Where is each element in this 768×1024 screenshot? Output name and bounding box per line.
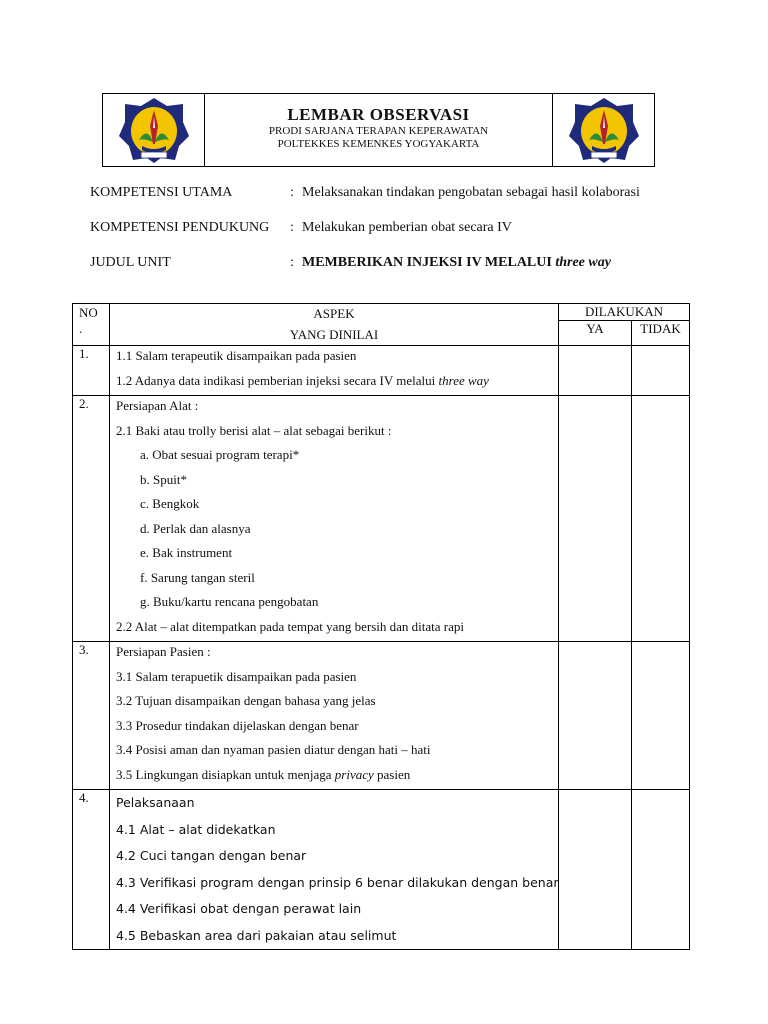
aspek-item-text: f. Sarung tangan steril (140, 569, 255, 585)
aspek-item-text: c. Bengkok (140, 496, 200, 511)
row-aspek (110, 396, 559, 642)
aspek-item-text: 4.1 Alat – alat didekatkan (116, 821, 276, 837)
aspek-item-text: 3.3 Prosedur tindakan dijelaskan dengan benar (116, 717, 359, 733)
row-aspek (110, 642, 559, 790)
observation-table (72, 303, 690, 950)
document-subtitle-prodi: PRODI SARJANA TERAPAN KEPERAWATAN (268, 125, 489, 137)
aspek-item (110, 617, 558, 642)
row-number: 3. (73, 642, 110, 790)
poltekkes-logo (117, 96, 191, 164)
aspek-item-text: Persiapan Alat : (116, 398, 199, 413)
header-ya: YA (559, 321, 632, 346)
row-number: 2. (73, 396, 110, 642)
aspek-item (110, 843, 558, 870)
header-tidak: TIDAK (632, 321, 690, 346)
aspek-item-text: 1.1 Salam terapeutik disampaikan pada pasien (116, 348, 357, 363)
aspek-item (110, 396, 558, 421)
document-title: LEMBAR OBSERVASI (287, 105, 470, 124)
info-value: Melakukan pemberian obat secara IV (302, 220, 512, 235)
aspek-item-text: a. Obat sesuai program terapi* (140, 447, 300, 462)
tidak-checkbox-cell[interactable] (632, 396, 690, 642)
aspek-item (110, 592, 558, 617)
aspek-item-text: e. Bak instrument (140, 545, 233, 560)
tidak-checkbox-cell[interactable] (632, 642, 690, 790)
header-aspek (110, 304, 559, 346)
header-no (73, 304, 110, 346)
aspek-item (110, 740, 558, 765)
aspek-item (110, 817, 558, 844)
tidak-checkbox-cell[interactable] (632, 346, 690, 396)
ya-checkbox-cell[interactable] (559, 642, 632, 790)
aspek-item (110, 923, 558, 950)
aspek-item (110, 765, 558, 790)
aspek-item-text: g. Buku/kartu rencana pengobatan (140, 594, 319, 609)
logo-left-cell (103, 94, 205, 166)
aspek-item-text: 2.1 Baki atau trolly berisi alat – alat sebagai berikut : (116, 422, 392, 438)
row-number: 4. (73, 790, 110, 950)
aspek-item-text: 3.5 Lingkungan disiapkan untuk menjaga (116, 766, 335, 782)
aspek-item (110, 716, 558, 741)
table-header-row (73, 304, 690, 321)
aspek-item-text: 3.2 Tujuan disampaikan dengan bahasa yang jelas (116, 693, 376, 708)
judul-unit-italic: three way (555, 255, 611, 270)
table-row (73, 642, 690, 790)
table-row (73, 790, 690, 950)
aspek-item-text: 4.5 Bebaskan area dari pakaian atau selimut (116, 927, 397, 943)
header-title-cell (205, 94, 552, 166)
aspek-item (110, 667, 558, 692)
header-aspek-line1: ASPEK (313, 306, 355, 321)
aspek-item-text: 4.2 Cuci tangan dengan benar (116, 848, 307, 863)
info-label: JUDUL UNIT (90, 255, 171, 270)
aspek-item (110, 519, 558, 544)
row-number: 1. (73, 346, 110, 396)
document-header (102, 93, 655, 167)
aspek-item-text: 1.2 Adanya data indikasi pemberian injeksi secara IV melalui (116, 372, 439, 388)
aspek-item-text: 3.4 Posisi aman dan nyaman pasien diatur dengan hati – hati (116, 742, 431, 757)
poltekkes-logo (567, 96, 641, 164)
tidak-checkbox-cell[interactable] (632, 790, 690, 950)
aspek-item (110, 896, 558, 923)
aspek-item-text: 4.3 Verifikasi program dengan prinsip 6 benar dilakukan dengan benar (116, 874, 559, 890)
aspek-item-after: pasien (373, 766, 411, 782)
ya-checkbox-cell[interactable] (559, 790, 632, 950)
aspek-item-text: 4.4 Verifikasi obat dengan perawat lain (116, 901, 362, 916)
info-label: KOMPETENSI UTAMA (90, 185, 233, 200)
aspek-item-italic: three way (438, 372, 489, 388)
aspek-item (110, 568, 558, 593)
aspek-item (110, 870, 558, 897)
table-row (73, 396, 690, 642)
header-dilakukan: DILAKUKAN (559, 304, 690, 321)
info-colon: : (290, 255, 294, 270)
judul-unit-text: MEMBERIKAN INJEKSI IV MELALUI (302, 255, 556, 270)
table-row (73, 346, 690, 396)
aspek-item (110, 543, 558, 568)
aspek-item (110, 642, 558, 667)
aspek-item (110, 790, 558, 817)
info-colon: : (290, 185, 294, 200)
header-no-label: NO (79, 305, 98, 320)
ya-checkbox-cell[interactable] (559, 396, 632, 642)
aspek-item-text: d. Perlak dan alasnya (140, 520, 251, 536)
aspek-item (110, 691, 558, 716)
aspek-item (110, 346, 558, 371)
row-aspek (110, 346, 559, 396)
ya-checkbox-cell[interactable] (559, 346, 632, 396)
aspek-item (110, 445, 558, 470)
aspek-item (110, 470, 558, 495)
info-label: KOMPETENSI PENDUKUNG (90, 220, 270, 235)
info-colon: : (290, 220, 294, 235)
aspek-item (110, 494, 558, 519)
document-subtitle-institution: POLTEKKES KEMENKES YOGYAKARTA (277, 138, 480, 150)
info-value: Melaksanakan tindakan pengobatan sebagai hasil kolaborasi (302, 185, 640, 200)
aspek-item (110, 421, 558, 446)
row-aspek (110, 790, 559, 950)
aspek-item-text: 2.2 Alat – alat ditempatkan pada tempat yang bersih dan ditata rapi (116, 618, 464, 634)
logo-right-cell (552, 94, 654, 166)
aspek-item-text: Persiapan Pasien : (116, 644, 211, 659)
aspek-item (110, 371, 558, 396)
aspek-item-italic: privacy (334, 766, 374, 782)
aspek-item-text: 3.1 Salam terapuetik disampaikan pada pasien (116, 668, 357, 684)
info-value (302, 255, 611, 271)
header-no-dot: . (79, 321, 83, 336)
aspek-item-text: Pelaksanaan (116, 795, 195, 810)
header-aspek-line2: YANG DINILAI (289, 327, 379, 342)
aspek-item-text: b. Spuit* (140, 471, 187, 487)
